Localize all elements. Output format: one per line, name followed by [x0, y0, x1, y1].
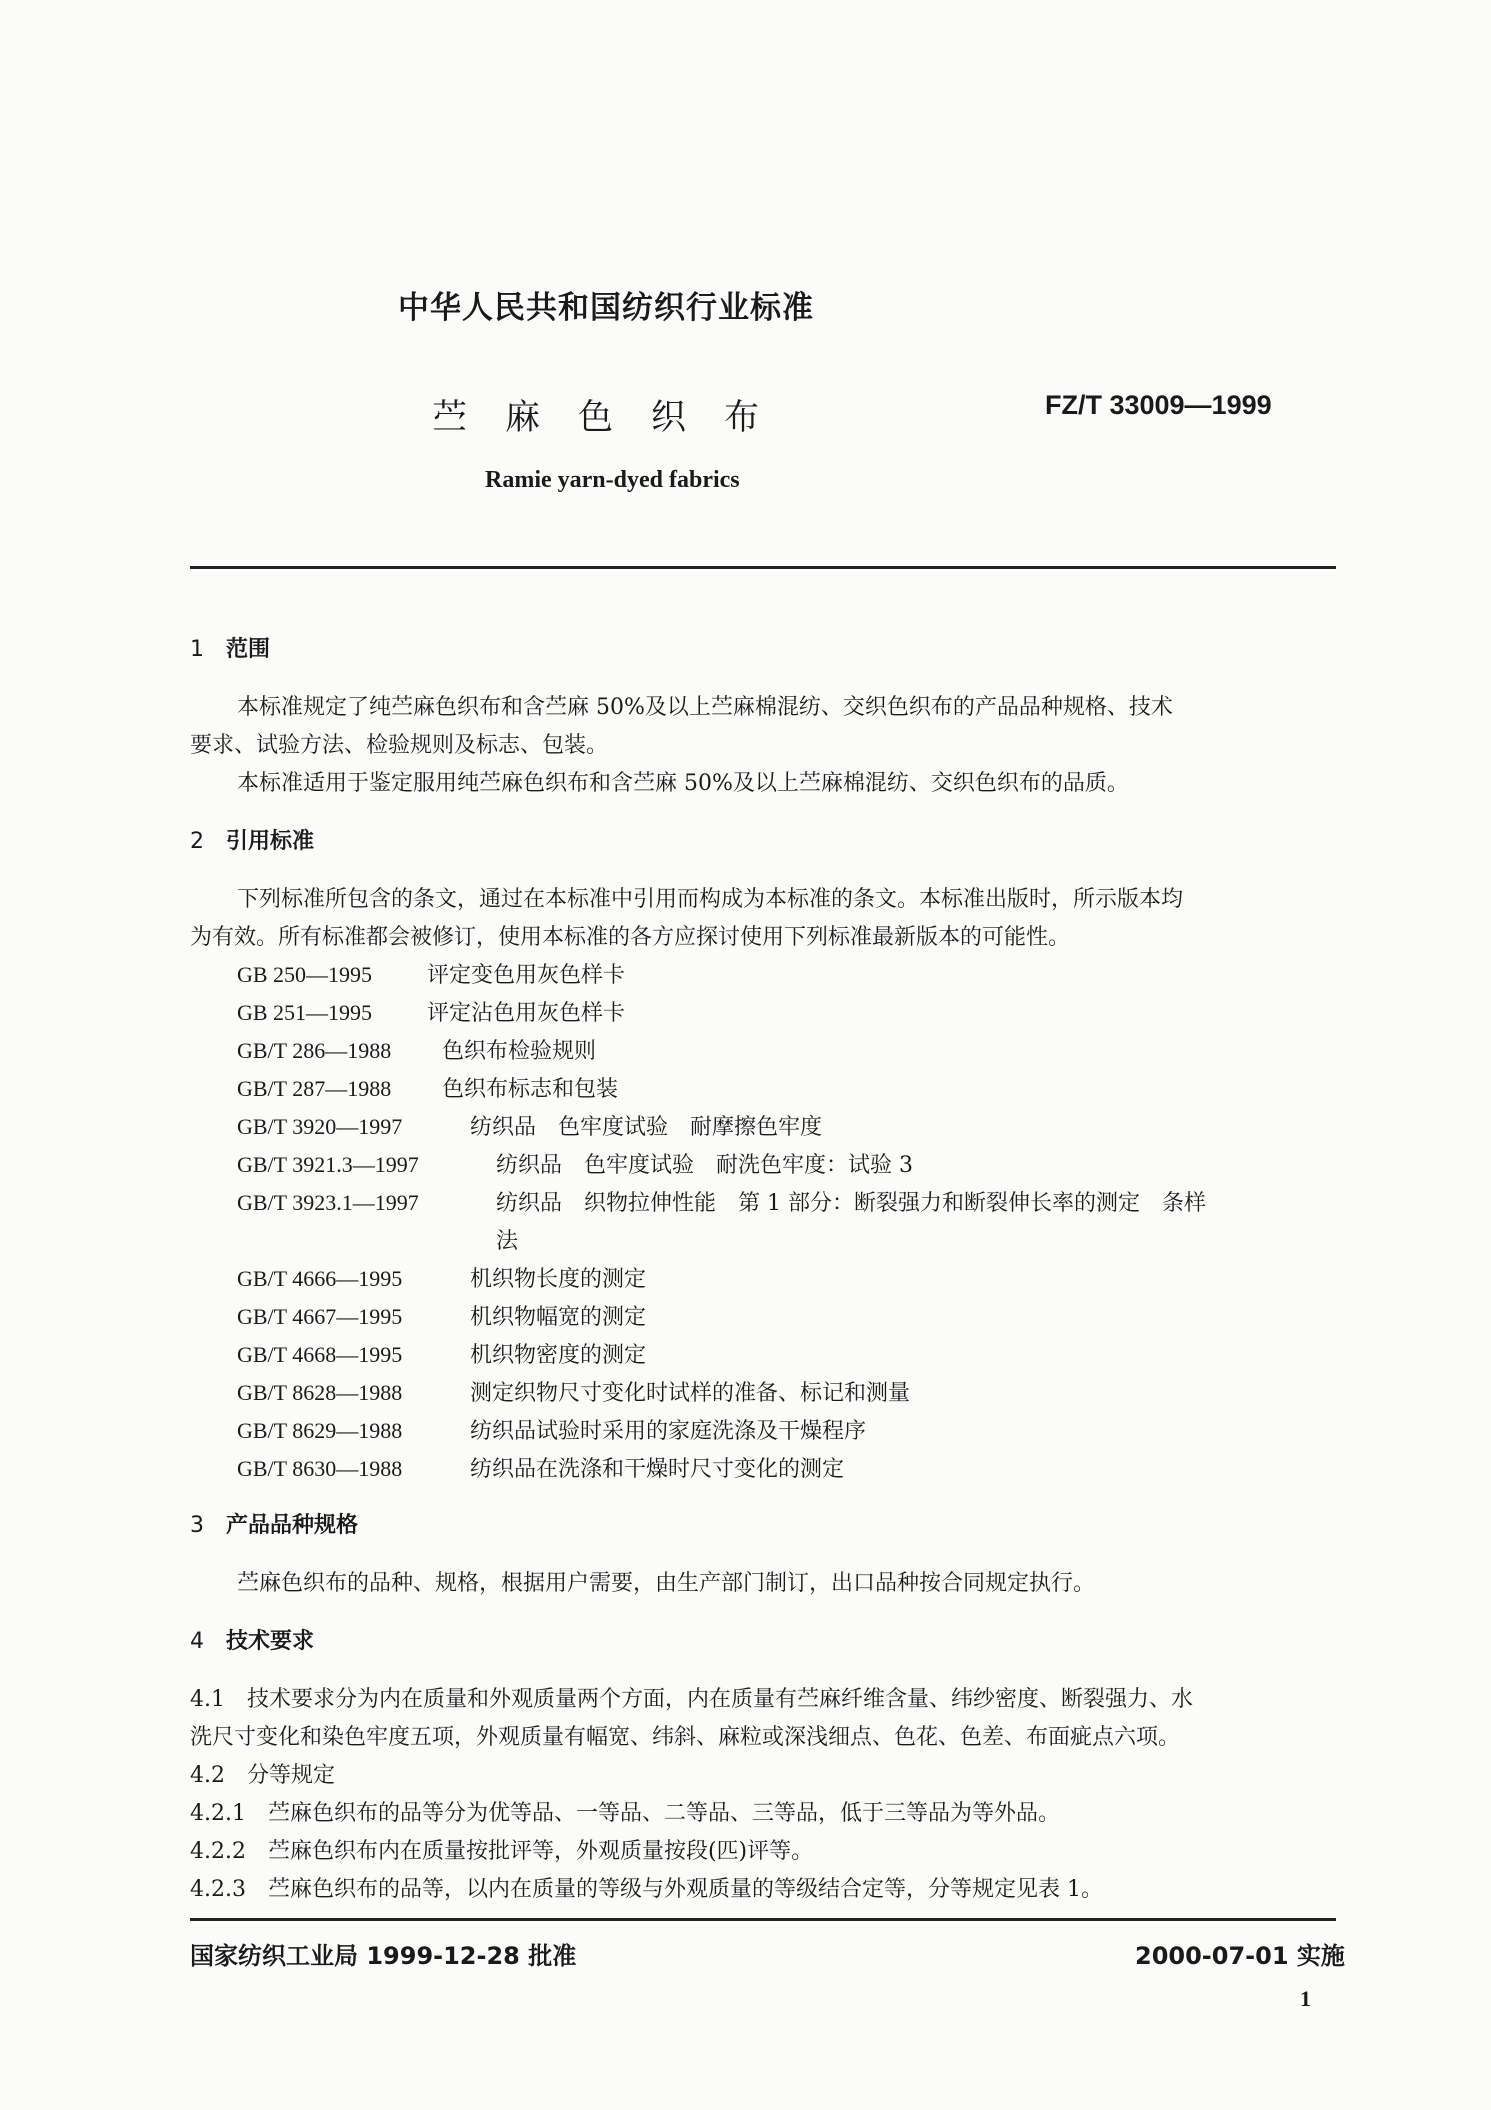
- reference-item: [237, 1072, 618, 1103]
- reference-title: 纺织品在洗涤和干燥时尺寸变化的测定: [470, 1457, 845, 1482]
- reference-title: 测定织物尺寸变化时试样的准备、标记和测量: [470, 1381, 911, 1406]
- section-1-paragraph-2: 本标准适用于鉴定服用纯苎麻色织布和含苎麻 50%及以上苎麻棉混纺、交织色织布的品质。: [237, 771, 1129, 796]
- reference-code: GB/T 4668—1995: [237, 1342, 403, 1367]
- section-number: 1: [190, 637, 204, 662]
- reference-title: 评定变色用灰色样卡: [427, 963, 626, 988]
- section-4-heading: [190, 1624, 314, 1655]
- reference-item: [237, 1300, 646, 1331]
- clause-4-1: 4.1 技术要求分为内在质量和外观质量两个方面，内在质量有苎麻纤维含量、纬纱密度、断裂强力、水: [190, 1687, 1193, 1712]
- reference-title: 机织物密度的测定: [470, 1343, 647, 1368]
- reference-item: [237, 1262, 646, 1293]
- section-2-paragraph-1: 下列标准所包含的条文，通过在本标准中引用而构成为本标准的条文。本标准出版时，所示版本均: [237, 887, 1184, 912]
- section-number: 4: [190, 1629, 204, 1654]
- clause-4-2: 4.2 分等规定: [190, 1763, 335, 1788]
- reference-code: GB/T 8628—1988: [237, 1380, 403, 1405]
- section-3-paragraph-1: 苎麻色织布的品种、规格，根据用户需要，由生产部门制订，出口品种按合同规定执行。: [237, 1571, 1096, 1596]
- section-1-paragraph-1: 本标准规定了纯苎麻色织布和含苎麻 50%及以上苎麻棉混纺、交织色织布的产品品种规格、技术: [237, 695, 1173, 720]
- reference-item: [237, 1376, 910, 1407]
- clause-4-2-3: 4.2.3 苎麻色织布的品等，以内在质量的等级与外观质量的等级结合定等，分等规定见表 1。: [190, 1877, 1103, 1902]
- reference-code: GB 250—1995: [237, 962, 373, 987]
- section-title: 引用标准: [226, 829, 315, 854]
- document-title: 苎麻色织布: [432, 398, 798, 438]
- clause-4-2-1: 4.2.1 苎麻色织布的品等分为优等品、一等品、二等品、三等品，低于三等品为等外品。: [190, 1801, 1060, 1826]
- header-rule: [190, 566, 1336, 569]
- reference-item: [237, 958, 625, 989]
- reference-code: GB/T 3920—1997: [237, 1114, 403, 1139]
- issuing-body: 中华人民共和国纺织行业标准: [398, 290, 814, 326]
- reference-code: GB/T 3923.1—1997: [237, 1190, 419, 1215]
- reference-item: [237, 1186, 1206, 1217]
- section-2-heading: [190, 824, 314, 855]
- reference-item-cont: [496, 1224, 518, 1255]
- reference-title: 纺织品 织物拉伸性能 第 1 部分：断裂强力和断裂伸长率的测定 条样: [496, 1191, 1206, 1216]
- section-title: 技术要求: [226, 1629, 315, 1654]
- reference-item: [237, 1110, 822, 1141]
- reference-title: 色织布标志和包装: [442, 1077, 619, 1102]
- reference-item: [237, 1338, 646, 1369]
- footer-rule: [190, 1918, 1336, 1921]
- section-2-paragraph-1-cont: 为有效。所有标准都会被修订，使用本标准的各方应探讨使用下列标准最新版本的可能性。: [190, 925, 1071, 950]
- reference-code: GB/T 8629—1988: [237, 1418, 403, 1443]
- clause-4-1-cont: 洗尺寸变化和染色牢度五项，外观质量有幅宽、纬斜、麻粒或深浅细点、色花、色差、布面疵点六项。: [190, 1725, 1181, 1750]
- section-1-heading: [190, 632, 270, 663]
- section-title: 范围: [226, 637, 271, 662]
- reference-code: GB/T 8630—1988: [237, 1456, 403, 1481]
- reference-item: [237, 996, 625, 1027]
- reference-title: 纺织品试验时采用的家庭洗涤及干燥程序: [470, 1419, 867, 1444]
- reference-code: GB/T 287—1988: [237, 1076, 392, 1101]
- reference-code: GB 251—1995: [237, 1000, 373, 1025]
- english-title: Ramie yarn-dyed fabrics: [485, 467, 740, 493]
- reference-code: GB/T 286—1988: [237, 1038, 392, 1063]
- reference-title: 法: [496, 1229, 519, 1254]
- page-number: 1: [1300, 1986, 1311, 2011]
- section-3-heading: [190, 1508, 358, 1539]
- section-number: 3: [190, 1513, 204, 1538]
- section-title: 产品品种规格: [226, 1513, 359, 1538]
- reference-item: [237, 1452, 844, 1483]
- reference-title: 评定沾色用灰色样卡: [427, 1001, 626, 1026]
- reference-title: 色织布检验规则: [442, 1039, 597, 1064]
- clause-4-2-2: 4.2.2 苎麻色织布内在质量按批评等，外观质量按段(匹)评等。: [190, 1839, 814, 1864]
- reference-item: [237, 1148, 913, 1179]
- section-number: 2: [190, 829, 204, 854]
- reference-code: GB/T 4666—1995: [237, 1266, 403, 1291]
- effective-date: 2000-07-01 实施: [1135, 1942, 1345, 1970]
- reference-code: GB/T 3921.3—1997: [237, 1152, 419, 1177]
- reference-title: 机织物幅宽的测定: [470, 1305, 647, 1330]
- reference-item: [237, 1034, 596, 1065]
- section-1-paragraph-1-cont: 要求、试验方法、检验规则及标志、包装。: [190, 733, 609, 758]
- reference-title: 机织物长度的测定: [470, 1267, 647, 1292]
- standard-code: FZ/T 33009—1999: [1045, 390, 1272, 420]
- approval-date: 国家纺织工业局 1999-12-28 批准: [190, 1942, 577, 1970]
- reference-title: 纺织品 色牢度试验 耐洗色牢度：试验 3: [496, 1153, 913, 1178]
- reference-item: [237, 1414, 866, 1445]
- reference-code: GB/T 4667—1995: [237, 1304, 403, 1329]
- reference-title: 纺织品 色牢度试验 耐摩擦色牢度: [470, 1115, 823, 1140]
